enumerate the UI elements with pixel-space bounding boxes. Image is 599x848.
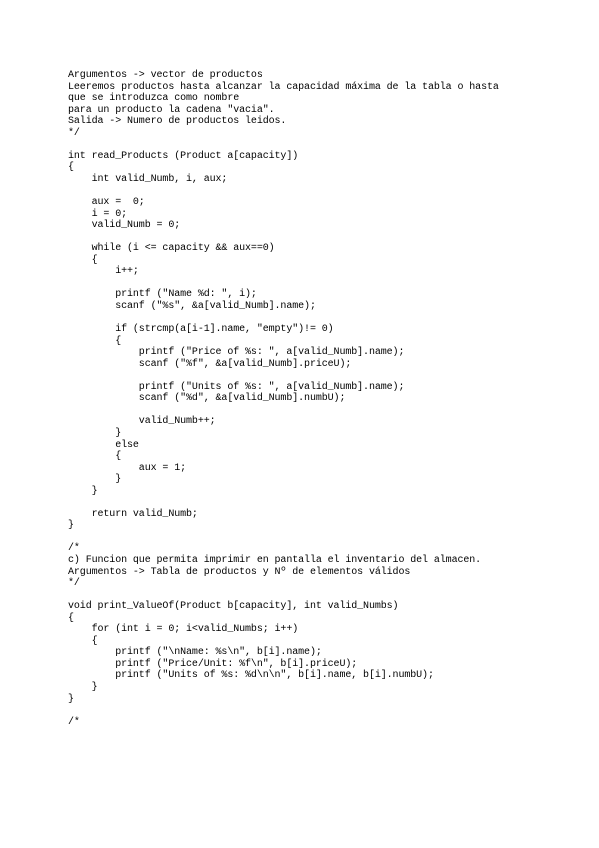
code-line: scanf ("%f", &a[valid_Numb].priceU);: [68, 358, 352, 370]
code-line: return valid_Numb;: [68, 508, 198, 520]
code-line: Argumentos -> vector de productos: [68, 70, 263, 81]
code-line: void print_ValueOf(Product b[capacity], int valid_Numbs): [68, 601, 399, 613]
code-line: else: [68, 439, 139, 451]
code-line: }: [68, 520, 74, 532]
code-line: [68, 370, 588, 382]
code-line: Leeremos productos hasta alcanzar la capacidad máxima de la tabla o hasta: [68, 81, 499, 93]
code-listing: [68, 70, 588, 728]
code-line: printf ("Units of %s: %d\n\n", b[i].name, b[i].numbU);: [68, 670, 434, 682]
code-line: printf ("Name %d: ", i);: [68, 289, 257, 301]
code-line: /*: [68, 543, 80, 555]
code-line: printf ("Units of %s: ", a[valid_Numb].name);: [68, 381, 405, 393]
code-line: */: [68, 127, 80, 139]
code-line: int read_Products (Product a[capacity]): [68, 150, 299, 162]
code-line: c) Funcion que permita imprimir en pantalla el inventario del almacen.: [68, 554, 482, 566]
code-line: {: [68, 335, 122, 347]
code-line: for (int i = 0; i<valid_Numbs; i++): [68, 624, 299, 636]
code-line: }: [68, 427, 122, 439]
code-line: [68, 185, 588, 197]
code-line: printf ("Price of %s: ", a[valid_Numb].name);: [68, 347, 405, 359]
code-line: [68, 139, 588, 151]
code-line: scanf ("%s", &a[valid_Numb].name);: [68, 300, 316, 312]
code-line: {: [68, 612, 74, 624]
code-line: aux = 0;: [68, 197, 145, 209]
code-line: */: [68, 578, 80, 590]
code-line: {: [68, 451, 122, 463]
code-line: [68, 532, 588, 544]
code-line: aux = 1;: [68, 462, 187, 474]
code-line: [68, 497, 588, 509]
code-line: if (strcmp(a[i-1].name, "empty")!= 0): [68, 324, 334, 336]
code-line: {: [68, 635, 98, 647]
code-line: Salida -> Numero de productos leidos.: [68, 116, 287, 128]
code-line: }: [68, 485, 98, 497]
code-line: Argumentos -> Tabla de productos y Nº de elementos válidos: [68, 566, 411, 578]
code-line: int valid_Numb, i, aux;: [68, 173, 228, 185]
code-line: [68, 312, 588, 324]
code-line: [68, 590, 588, 602]
code-line: scanf ("%d", &a[valid_Numb].numbU);: [68, 393, 346, 405]
code-line: printf ("Price/Unit: %f\n", b[i].priceU);: [68, 658, 358, 670]
code-line: i++;: [68, 266, 139, 278]
code-line: {: [68, 254, 98, 266]
code-line: }: [68, 681, 98, 693]
code-line: printf ("\nName: %s\n", b[i].name);: [68, 647, 322, 659]
code-line: i = 0;: [68, 208, 128, 220]
code-line: para un producto la cadena "vacia".: [68, 104, 275, 116]
code-line: }: [68, 693, 74, 705]
code-line: valid_Numb++;: [68, 416, 216, 428]
code-line: [68, 405, 588, 417]
code-line: {: [68, 162, 74, 174]
code-line: /*: [68, 716, 80, 728]
code-line: valid_Numb = 0;: [68, 220, 181, 232]
code-line: }: [68, 474, 122, 486]
code-line: que se introduzca como nombre: [68, 93, 240, 105]
code-line: [68, 705, 588, 717]
code-line: [68, 232, 588, 244]
code-line: [68, 278, 588, 290]
code-line: while (i <= capacity && aux==0): [68, 243, 275, 255]
